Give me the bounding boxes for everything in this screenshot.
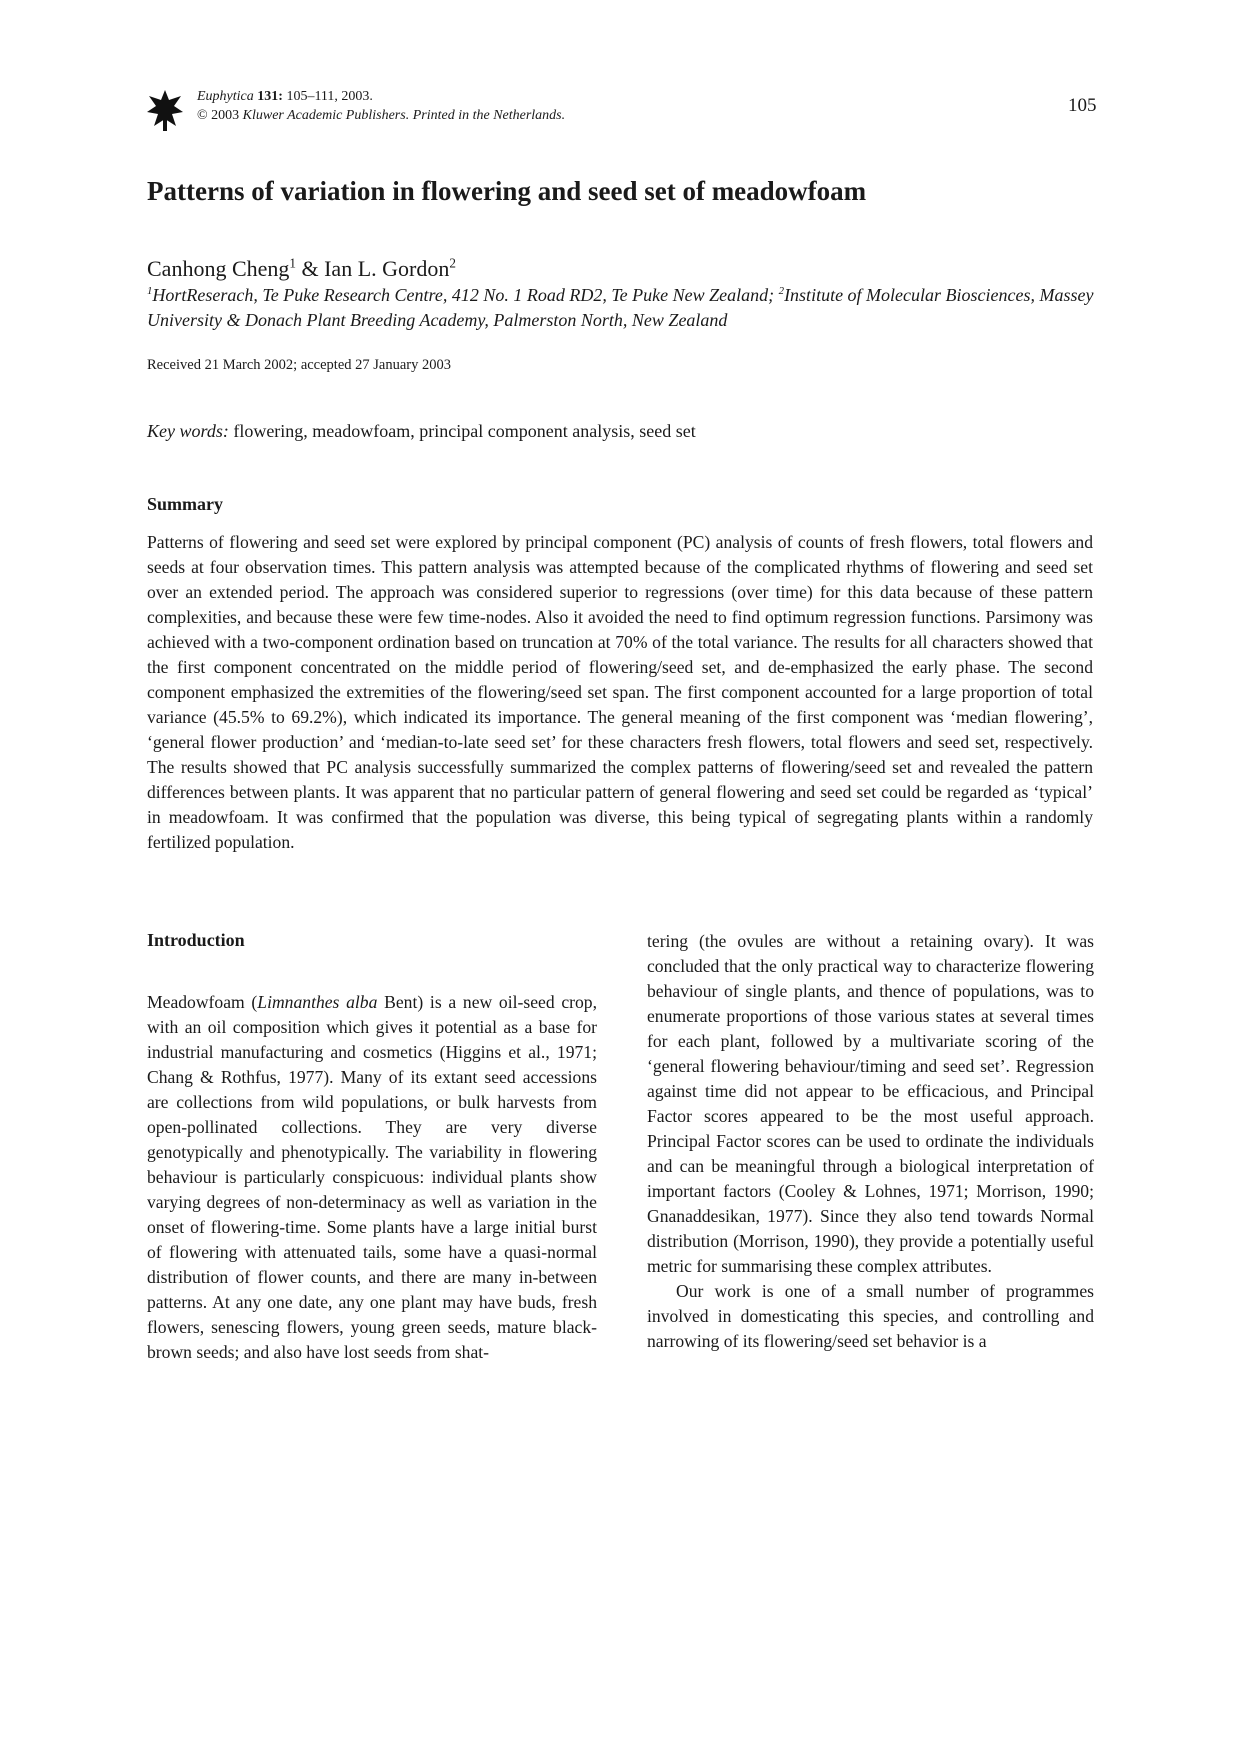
introduction-heading: Introduction bbox=[147, 930, 245, 950]
author-affiliation-mark: 2 bbox=[449, 255, 456, 271]
copyright: © 2003 bbox=[197, 108, 240, 123]
summary-heading: Summary bbox=[147, 494, 223, 514]
page-number: 105 bbox=[1068, 95, 1097, 116]
paragraph-text: Meadowfoam ( bbox=[147, 992, 258, 1012]
publisher-logo-icon bbox=[146, 88, 184, 132]
author-separator: & bbox=[301, 256, 319, 281]
journal-citation bbox=[197, 87, 565, 125]
article-title: Patterns of variation in flowering and seed set of meadowfoam bbox=[147, 176, 867, 206]
journal-name: Euphytica bbox=[197, 89, 254, 104]
journal-volume: 131: bbox=[257, 89, 283, 104]
affiliation-mark: 1 bbox=[147, 285, 153, 297]
paragraph-text: Bent) is a new oil-seed crop, with an oil composition which gives it potential as a base for industrial manufacturing and cosmetics (Higgins et al., 1971; Chang & Rothfus, 1977). Many of its extant seed accessions are collections from wild populations, or bulk harvests from open-pollinated collections. They are very diverse genotypically and phenotypically. The variability in flowering behaviour is particularly conspicuous: individual plants show varying degrees of non-determinacy as well as variation in the onset of flowering-time. Some plants have a large initial burst of flowering with attenuated tails, some have a quasi-normal distribution of flower counts, and there are many in-between patterns. At any one date, any one plant may have buds, fresh flowers, senescing flowers, young green seeds, mature black-brown seeds; and also have lost seeds from shat- bbox=[147, 992, 598, 1362]
affiliation: HortReserach, Te Puke Research Centre, 412 No. 1 Road RD2, Te Puke New Zealand; bbox=[152, 285, 775, 305]
journal-pages-year: 105–111, 2003. bbox=[286, 89, 373, 104]
printed-location: Printed in the Netherlands. bbox=[412, 108, 566, 123]
species-name: Limnanthes alba bbox=[257, 992, 378, 1012]
affiliation-mark: 2 bbox=[778, 285, 785, 297]
author-list bbox=[147, 256, 456, 282]
summary-text: Patterns of flowering and seed set were explored by principal component (PC) analysis of counts of fresh flowers, total flowers and seeds at four observation times. This pattern analysis was attempted because of the complicated rhythms of flowering and seed set over an extended period. The approach was considered superior to regressions (over time) for this data because of these pattern complexities, and because these were few time-nodes. Also it avoided the need to find optimum regression functions. Parsimony was achieved with a two-component ordination based on truncation at 70% of the total variance. The results for all characters showed that the first component concentrated on the middle period of flowering/seed set, and de-emphasized the early phase. The second component emphasized the extremities of the flowering/seed set span. The first component accounted for a large proportion of total variance (45.5% to 69.2%), which indicated its importance. The general meaning of the first component was ‘median flowering’, ‘general flower production’ and ‘median-to-late seed set’ for these characters fresh flowers, total flowers and seed set, respectively. The results showed that PC analysis successfully summarized the complex patterns of flowering/seed set and revealed the pattern differences between plants. It was apparent that no particular pattern of general flowering and seed set could be regarded as ‘typical’ in meadowfoam. It was confirmed that the population was diverse, this being typical of segregating plants within a randomly fertilized population. bbox=[147, 532, 1093, 852]
affiliation: Institute of Molecular Biosciences, Massey University & Donach Plant Breeding Academy, Palmerston North, New Zealand bbox=[147, 285, 1094, 330]
body-column-left bbox=[147, 990, 597, 1365]
author-affiliation-mark: 1 bbox=[289, 255, 296, 271]
author-name: Ian L. Gordon bbox=[324, 256, 450, 281]
body-column-right bbox=[647, 929, 1094, 1354]
keywords-list: flowering, meadowfoam, principal component analysis, seed set bbox=[233, 421, 696, 441]
paragraph: tering (the ovules are without a retaining ovary). It was concluded that the only practical way to characterize flowering behaviour of single plants, and thence of populations, was to enumerate proportions of those various states at several times for each plant, followed by a multivariate scoring of the ‘general flowering behaviour/timing and seed set’. Regression against time did not appear to be efficacious, and Principal Factor scores appeared to be the most useful approach. Principal Factor scores can be used to ordinate the individuals and can be meaningful through a biological interpretation of important factors (Cooley & Lohnes, 1971; Morrison, 1990; Gnanaddesikan, 1977). Since they also tend towards Normal distribution (Morrison, 1990), they provide a potentially useful metric for summarising these complex attributes. bbox=[647, 931, 1094, 1276]
publisher: Kluwer Academic Publishers. bbox=[242, 108, 410, 123]
keywords-label: Key words: bbox=[147, 421, 229, 441]
affiliations bbox=[147, 283, 1097, 333]
keywords bbox=[147, 421, 696, 442]
paragraph bbox=[147, 990, 597, 1365]
received-dates: Received 21 March 2002; accepted 27 January 2003 bbox=[147, 357, 451, 373]
paragraph: Our work is one of a small number of programmes involved in domesticating this species, and controlling and narrowing of its flowering/seed set behavior is a bbox=[647, 1281, 1094, 1351]
author-name: Canhong Cheng bbox=[147, 256, 290, 281]
